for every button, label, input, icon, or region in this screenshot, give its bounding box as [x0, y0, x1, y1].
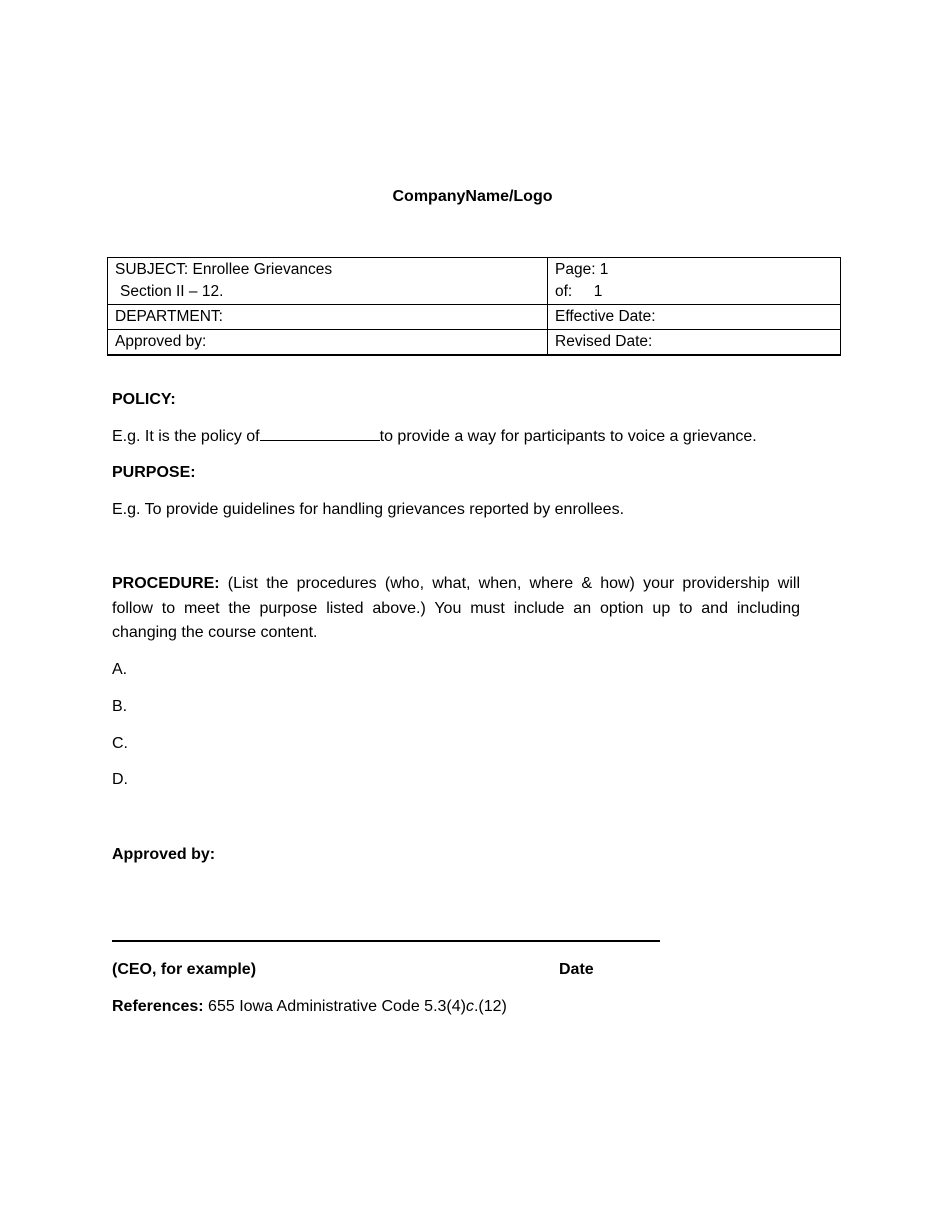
- procedure-item-a: A.: [112, 661, 128, 678]
- purpose-heading: PURPOSE:: [112, 464, 196, 481]
- signature-line: [112, 940, 660, 942]
- procedure-item-d: D.: [112, 771, 128, 788]
- procedure-text: (List the procedures (who, what, when, where & how) your providership will follow to meet the purpose listed above.) You must include an option up to and including changing the course content.: [112, 575, 800, 641]
- procedure-item-c: C.: [112, 735, 128, 752]
- company-name-logo: CompanyName/Logo: [392, 188, 553, 205]
- policy-text-after: to provide a way for participants to voice a grievance.: [379, 428, 757, 445]
- date-label: Date: [559, 961, 594, 978]
- approved-by-cell: Approved by:: [108, 330, 548, 356]
- signer-label: (CEO, for example): [112, 961, 257, 978]
- procedure-item-b: B.: [112, 698, 128, 715]
- page-cell: [548, 258, 841, 305]
- references-text: 655 Iowa Administrative Code 5.3(4): [203, 998, 466, 1015]
- header-row-approved: [108, 330, 841, 356]
- procedure-paragraph: [112, 572, 800, 646]
- department-cell: DEPARTMENT:: [108, 305, 548, 330]
- subject-text: SUBJECT: Enrollee Grievances: [115, 261, 333, 278]
- header-table: [107, 257, 841, 356]
- section-text: Section II – 12.: [120, 283, 224, 300]
- subject-cell: [108, 258, 548, 305]
- policy-text-before: E.g. It is the policy of: [112, 428, 260, 445]
- policy-heading: POLICY:: [112, 391, 176, 408]
- references-line: [112, 995, 507, 1019]
- header-row-subject: [108, 258, 841, 305]
- page-number: Page: 1: [555, 261, 609, 278]
- references-label: References:: [112, 998, 204, 1015]
- references-italic: c: [465, 998, 474, 1015]
- revised-date-cell: Revised Date:: [548, 330, 841, 356]
- policy-blank-line: [260, 425, 380, 441]
- policy-text: [112, 425, 757, 449]
- effective-date-cell: Effective Date:: [548, 305, 841, 330]
- header-row-department: [108, 305, 841, 330]
- page-total: of: 1: [555, 283, 603, 300]
- approved-by-heading: Approved by:: [112, 846, 216, 863]
- purpose-text: E.g. To provide guidelines for handling grievances reported by enrollees.: [112, 501, 625, 518]
- references-end: .(12): [473, 998, 507, 1015]
- procedure-heading: PROCEDURE:: [112, 575, 220, 592]
